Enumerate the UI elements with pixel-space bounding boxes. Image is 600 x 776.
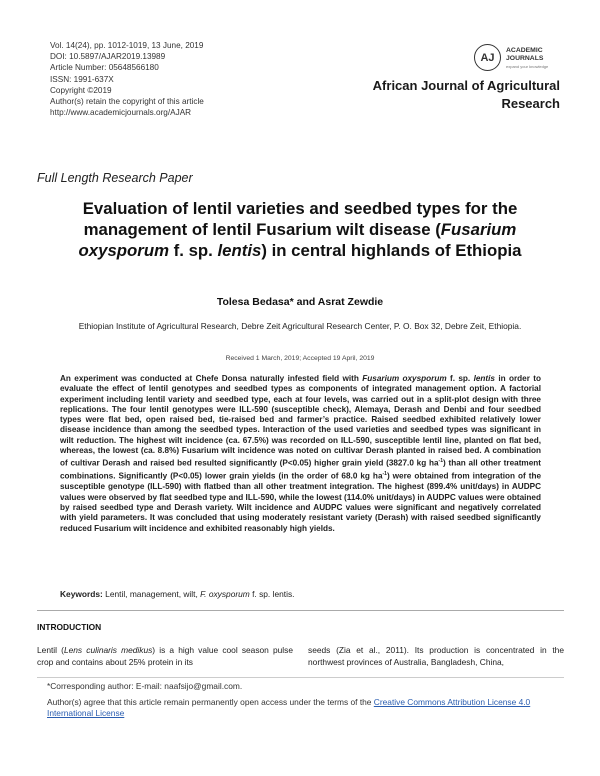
title-italic-species: Fusarium oxysporum [78, 220, 517, 260]
authors: Tolesa Bedasa* and Asrat Zewdie [216, 296, 384, 308]
title-part-5: ) in central highlands of Ethiopia [261, 241, 522, 260]
abstract-text-3: f. sp. [446, 374, 474, 383]
abstract-italic-lentis: lentis [473, 374, 495, 383]
license-link[interactable]: Creative Commons Attribution License 4.0 International License [47, 697, 531, 719]
volume-line: Vol. 14(24), pp. 1012-1019, 13 June, 2019 [50, 41, 204, 50]
intro-left-text-3: ) is a high value cool season pulse crop and contains about 25% protein in its [37, 645, 293, 667]
intro-column-left [37, 645, 293, 668]
doi-line: DOI: 10.5897/AJAR2019.13989 [50, 52, 166, 62]
keywords-text-1: Lentil, management, wilt, [102, 589, 201, 599]
abstract-text-1: An experiment was conducted at Chefe Donsa naturally infested field with [60, 374, 363, 383]
academic-journals-logo [474, 44, 584, 76]
logo-tagline: expand your knowledge [506, 64, 549, 69]
article-metadata [50, 40, 204, 118]
intro-column-right: seeds (Zia et al., 2011). Its production is concentrated in the northwest provinces of Australia, Bangladesh, China, [308, 645, 564, 667]
received-date: Received 1 March, 2019; Accepted 19 April, 2019 [225, 355, 375, 362]
keywords-label: Keywords: [60, 589, 103, 599]
abstract [60, 374, 541, 534]
license-text: Author(s) agree that this article remain permanently open access under the terms of the [47, 697, 374, 707]
license-note [47, 697, 552, 719]
introduction-heading: INTRODUCTION [37, 622, 102, 632]
issn-line: ISSN: 1991-637X [50, 74, 114, 84]
section-divider [37, 610, 564, 611]
logo-word-academic: ACADEMIC [506, 47, 543, 54]
aj-logo-icon: AJ [474, 44, 501, 71]
abstract-text-6: ) than all other treatment combinations. Significantly (P<0.05) lower grain yields (in the order of 68.0 kg ha [60, 459, 541, 482]
keywords-text-3: f. sp. lentis. [249, 589, 295, 599]
abstract-italic-species: Fusarium oxysporum [362, 374, 447, 383]
title-part-1: Evaluation of lentil varieties and seedbed types for the management of lentil Fusarium wilt disease ( [82, 199, 518, 239]
logo-wordmark [506, 47, 543, 62]
journal-url[interactable]: http://www.academicjournals.org/AJAR [50, 108, 192, 118]
copyright-retain-line: Author(s) retain the copyright of this article [50, 97, 204, 107]
keywords [60, 589, 540, 599]
paper-type: Full Length Research Paper [37, 171, 193, 185]
abstract-text-5: in order to evaluate the effect of lentil genotypes and seedbed types as components of integrated management option. A factorial experiment including lentil variety and seedbed type, each at four levels, was carried out in a split-plot design with three replications. The four lentil genotypes were ILL-590 (susceptible check), Alemaya, Derash and Denbi and four seedbed types were flat bed, open raised bed, tie-raised bed and farmer’s practice. Raised seedbed exhibited relatively lower disease incidence than among the seedbed types. Interaction of the used varieties and seedbed types was significant in wilt reduction. The highest wilt incidence (ca. 67.5%) was recorded on ILL-590, susceptible lentil line, planted on flat bed, whereas, the lowest (ca. 8.8%) Fusarium wilt incidence was noted on cultivar Derash planted in raised bed. A combination of cultivar Derash and raised bed resulted significantly (P<0.05) higher grain yield (3827.0 kg ha [60, 374, 542, 469]
journal-name-line2: Research [501, 96, 560, 111]
copyright-line: Copyright ©2019 [50, 85, 112, 95]
title-part-3: f. sp. [169, 241, 218, 260]
logo-word-journals: JOURNALS [506, 54, 544, 62]
keywords-italic-species: F. oxysporum [200, 589, 250, 599]
article-number-line: Article Number: 05648566180 [50, 63, 159, 73]
title-italic-lentis: lentis [217, 241, 262, 260]
corresponding-author: *Corresponding author: E-mail: naafsijo@gmail.com. [47, 681, 243, 691]
intro-left-italic: Lens culinaris medikus [63, 645, 153, 655]
intro-left-text-1: Lentil ( [37, 645, 64, 655]
abstract-text-7: ) were obtained from integration of the susceptible genotype (ILL-590) with flatbed than all other treatment integration. The highest (899.4% unit/days) in AUDPC values were observed by flat seedbed type and ILL-590, while the lowest (114.0% unit/days) in AUDPC values were obtained by raised seedbed type and Derash variety. Wilt incidence and AUDPC values were significant and negatively correlated with yield parameters. It was concluded that using moderately resistant variety (Derash) with raised seedbed significantly reduced Fusarium wilt incidence and exhibited reasonably high yields. [60, 472, 542, 533]
affiliation: Ethiopian Institute of Agricultural Research, Debre Zeit Agricultural Research Center, P. O. Box 32, Debre Zeit, Ethiopia. [78, 321, 522, 331]
journal-name [330, 77, 560, 113]
abstract-sup-2: -1 [382, 471, 387, 478]
paper-title [40, 198, 560, 261]
abstract-sup-1: -1 [438, 458, 443, 465]
journal-name-line1: African Journal of Agricultural [372, 78, 560, 93]
